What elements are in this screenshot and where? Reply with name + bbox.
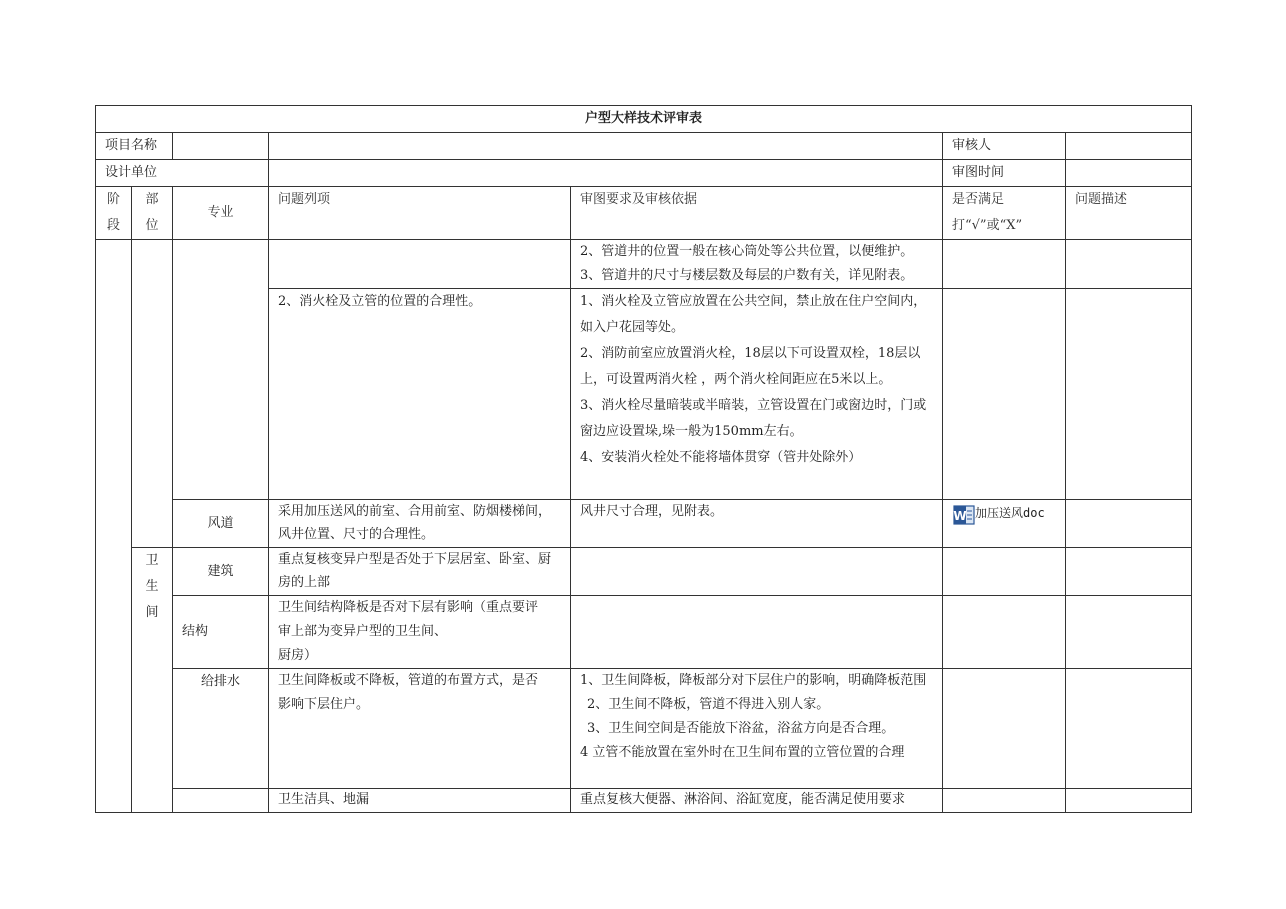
design-unit-label: 设计单位 bbox=[96, 160, 269, 187]
header-discipline: 专业 bbox=[173, 187, 269, 240]
part-cell bbox=[132, 240, 173, 548]
header-requirement: 审图要求及审核依据 bbox=[571, 187, 943, 240]
issue-line: 卫生间降板或不降板，管道的布置方式，是否 bbox=[278, 673, 539, 688]
svg-text:W: W bbox=[953, 508, 967, 523]
issue-cell bbox=[269, 500, 571, 548]
review-time-label: 审图时间 bbox=[943, 160, 1066, 187]
requirement-line: 3、卫生间空间是否能放下浴盆，浴盆方向是否合理。 bbox=[587, 721, 895, 736]
requirement-line: 1、消火栓及立管应放置在公共空间，禁止放在住户空间内， bbox=[580, 294, 927, 309]
issue-line: 采用加压送风的前室、合用前室、防烟楼梯间， bbox=[278, 504, 552, 519]
description-cell[interactable] bbox=[1066, 548, 1192, 596]
requirement-cell bbox=[571, 596, 943, 669]
issue-line: 卫生间结构降板是否对下层有影响（重点要评 bbox=[278, 600, 539, 615]
issue-cell bbox=[269, 548, 571, 596]
part-cell-bathroom bbox=[132, 548, 173, 813]
discipline-cell: 风道 bbox=[173, 500, 269, 548]
page-title: 户型大样技术评审表 bbox=[96, 106, 1192, 133]
requirement-cell bbox=[571, 548, 943, 596]
issue-cell: 卫生洁具、地漏 bbox=[269, 789, 571, 813]
header-part-line: 部 bbox=[145, 192, 159, 207]
attachment-link[interactable] bbox=[943, 506, 1045, 521]
description-cell[interactable] bbox=[1066, 669, 1192, 789]
header-part bbox=[132, 187, 173, 240]
requirement-line: 4、安装消火栓处不能将墙体贯穿（管井处除外） bbox=[580, 450, 862, 465]
header-description: 问题描述 bbox=[1066, 187, 1192, 240]
stage-cell bbox=[96, 240, 132, 813]
description-cell[interactable] bbox=[1066, 596, 1192, 669]
attachment-name: 加压送风doc bbox=[975, 506, 1045, 520]
description-cell[interactable] bbox=[1066, 289, 1192, 500]
description-cell[interactable] bbox=[1066, 789, 1192, 813]
header-stage-line: 段 bbox=[106, 218, 120, 233]
design-unit-field[interactable] bbox=[269, 160, 943, 187]
issue-cell: 2、消火栓及立管的位置的合理性。 bbox=[269, 289, 571, 500]
requirement-line: 3、管道井的尺寸与楼层数及每层的户数有关，详见附表。 bbox=[580, 268, 914, 283]
header-satisfied-line: 打“√”或“X” bbox=[952, 218, 1023, 233]
requirement-line: 2、管道井的位置一般在核心筒处等公共位置，以便维护。 bbox=[580, 244, 914, 259]
issue-line: 房的上部 bbox=[278, 575, 331, 590]
header-satisfied bbox=[943, 187, 1066, 240]
issue-cell bbox=[269, 669, 571, 789]
issue-cell bbox=[269, 240, 571, 289]
requirement-line: 如入户花园等处。 bbox=[580, 320, 685, 335]
issue-line: 影响下层住户。 bbox=[278, 697, 370, 712]
requirement-line: 4 立管不能放置在室外时在卫生间布置的立管位置的合理 bbox=[580, 745, 905, 760]
part-bathroom-line: 生 bbox=[145, 579, 159, 594]
requirement-line: 1、卫生间降板，降板部分对下层住户的影响，明确降板范围 bbox=[580, 673, 927, 688]
header-satisfied-line: 是否满足 bbox=[952, 192, 1005, 207]
satisfied-cell[interactable] bbox=[943, 289, 1066, 500]
review-time-field[interactable] bbox=[1066, 160, 1192, 187]
issue-cell bbox=[269, 596, 571, 669]
discipline-cell bbox=[173, 789, 269, 813]
satisfied-cell[interactable] bbox=[943, 789, 1066, 813]
requirement-cell: 重点复核大便器、淋浴间、浴缸宽度，能否满足使用要求 bbox=[571, 789, 943, 813]
satisfied-cell[interactable] bbox=[943, 669, 1066, 789]
header-stage-line: 阶 bbox=[106, 192, 120, 207]
requirement-cell bbox=[571, 240, 943, 289]
word-document-icon bbox=[953, 505, 975, 525]
requirement-cell bbox=[571, 669, 943, 789]
review-table bbox=[95, 105, 1192, 813]
description-cell[interactable] bbox=[1066, 240, 1192, 289]
satisfied-cell[interactable] bbox=[943, 500, 1066, 548]
satisfied-cell[interactable] bbox=[943, 240, 1066, 289]
requirement-cell: 风井尺寸合理，见附表。 bbox=[571, 500, 943, 548]
issue-line: 风井位置、尺寸的合理性。 bbox=[278, 527, 435, 542]
description-cell[interactable] bbox=[1066, 500, 1192, 548]
discipline-cell: 结构 bbox=[173, 596, 269, 669]
part-bathroom-line: 卫 bbox=[145, 553, 159, 568]
issue-line: 厨房） bbox=[278, 648, 318, 663]
issue-line: 重点复核变异户型是否处于下层居室、卧室、厨 bbox=[278, 552, 552, 567]
requirement-cell bbox=[571, 289, 943, 500]
discipline-cell: 建筑 bbox=[173, 548, 269, 596]
satisfied-cell[interactable] bbox=[943, 548, 1066, 596]
part-bathroom-line: 间 bbox=[145, 605, 159, 620]
satisfied-cell[interactable] bbox=[943, 596, 1066, 669]
project-name-label-spill bbox=[173, 133, 269, 160]
requirement-line: 2、消防前室应放置消火栓，18层以下可设置双栓，18层以上，可设置两消火栓 ，两个消火栓间距应在5米以上。 bbox=[580, 346, 921, 387]
discipline-cell: 给排水 bbox=[173, 669, 269, 789]
header-issue: 问题列项 bbox=[269, 187, 571, 240]
reviewer-label: 审核人 bbox=[943, 133, 1066, 160]
requirement-line: 2、卫生间不降板，管道不得进入别人家。 bbox=[587, 697, 830, 712]
requirement-line: 3、消火栓尽量暗装或半暗装，立管设置在门或窗边时，门或窗边应设置垛,垛一般为150mm左右。 bbox=[580, 398, 927, 439]
project-name-field[interactable] bbox=[269, 133, 943, 160]
discipline-cell bbox=[173, 240, 269, 500]
project-name-label: 项目名称 bbox=[96, 133, 173, 160]
header-stage bbox=[96, 187, 132, 240]
header-part-line: 位 bbox=[145, 218, 159, 233]
reviewer-field[interactable] bbox=[1066, 133, 1192, 160]
issue-line: 审上部为变异户型的卫生间、 bbox=[278, 624, 448, 639]
